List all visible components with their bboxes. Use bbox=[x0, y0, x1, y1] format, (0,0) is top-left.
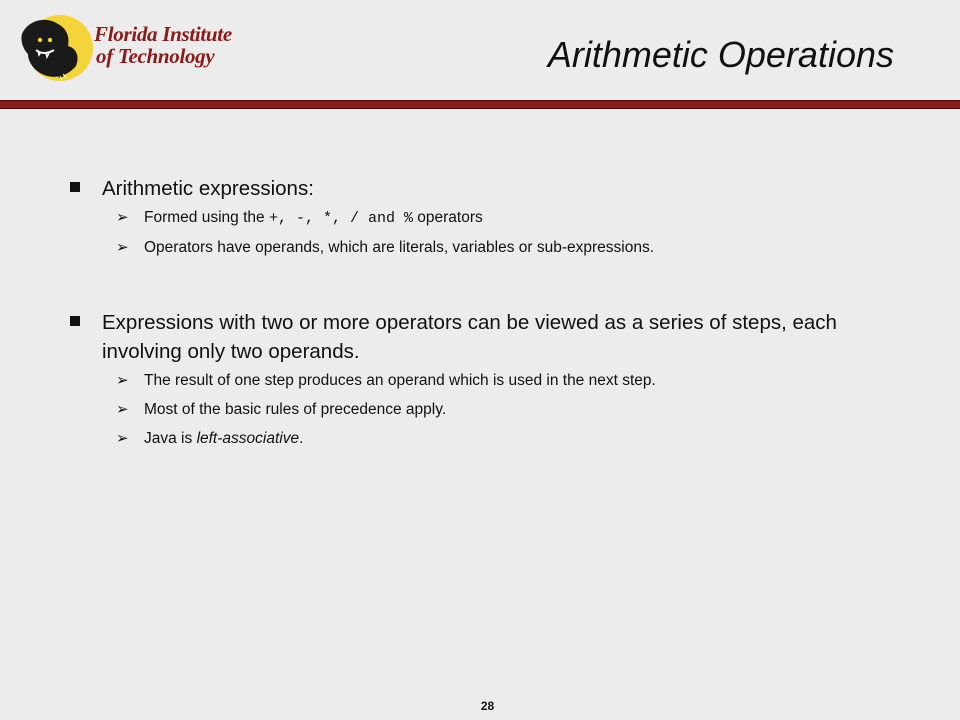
bullet-item bbox=[68, 308, 898, 366]
logo-text-line1: Florida Institute bbox=[94, 22, 232, 46]
bullet-text: Expressions with two or more operators can be viewed as a series of steps, each involving only two operands. bbox=[102, 311, 837, 363]
emphasis-text: left-associative bbox=[196, 430, 300, 447]
slide-title: Arithmetic Operations bbox=[547, 34, 894, 75]
sub-bullet-text: Most of the basic rules of precedence apply. bbox=[144, 401, 447, 418]
square-bullet-icon bbox=[70, 316, 80, 326]
sub-bullet-text: operators bbox=[412, 209, 483, 226]
sub-bullet-text: Java is bbox=[144, 430, 197, 447]
sub-bullet-item bbox=[114, 238, 898, 258]
bullet-text: Arithmetic expressions: bbox=[102, 177, 314, 200]
sub-bullet-text: The result of one step produces an operand which is used in the next step. bbox=[144, 372, 656, 389]
panther-logo-icon bbox=[16, 10, 96, 86]
arrow-bullet-icon: ➢ bbox=[116, 209, 129, 226]
operator-code: +, -, *, / and % bbox=[268, 210, 413, 227]
page-number: 28 bbox=[480, 699, 495, 713]
square-bullet-icon bbox=[70, 182, 80, 192]
institution-logo bbox=[16, 10, 248, 86]
sub-bullet-text: Operators have operands, which are literals, variables or sub-expressions. bbox=[144, 239, 655, 256]
sub-bullet-list bbox=[114, 208, 898, 258]
sub-bullet-item bbox=[114, 429, 898, 449]
bullet-item bbox=[68, 174, 898, 203]
logo-text-line2: of Technology bbox=[96, 44, 215, 68]
sub-bullet-item bbox=[114, 371, 898, 391]
sub-bullet-text: Formed using the bbox=[144, 209, 269, 226]
sub-bullet-list bbox=[114, 371, 898, 449]
arrow-bullet-icon: ➢ bbox=[116, 372, 129, 389]
header-divider bbox=[0, 100, 960, 109]
arrow-bullet-icon: ➢ bbox=[116, 239, 129, 256]
bullet-section-2 bbox=[68, 308, 898, 458]
bullet-section-1 bbox=[68, 174, 898, 267]
arrow-bullet-icon: ➢ bbox=[116, 430, 129, 447]
sub-bullet-item bbox=[114, 400, 898, 420]
arrow-bullet-icon: ➢ bbox=[116, 401, 129, 418]
sub-bullet-text: . bbox=[299, 430, 304, 447]
sub-bullet-item bbox=[114, 208, 898, 229]
